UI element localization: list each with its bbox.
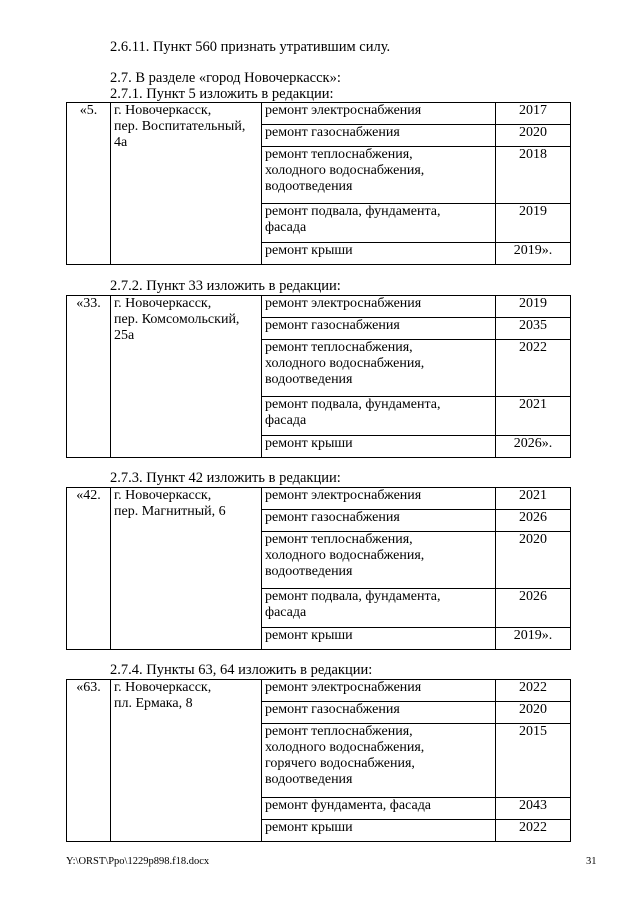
page-number: 31 <box>586 856 597 867</box>
work-year: 2020 <box>496 125 571 147</box>
work-type: ремонт теплоснабжения, холодного водоснабжения, горячего водоснабжения, водоотведения <box>262 724 496 798</box>
work-type: ремонт газоснабжения <box>262 510 496 532</box>
work-type: ремонт теплоснабжения, холодного водоснабжения, водоотведения <box>262 340 496 397</box>
work-type: ремонт крыши <box>262 243 496 265</box>
work-year: 2021 <box>496 488 571 510</box>
item-number: «33. <box>67 296 111 458</box>
work-type: ремонт фундамента, фасада <box>262 798 496 820</box>
repair-table-42 <box>66 487 571 650</box>
paragraph-2-7-3: 2.7.3. Пункт 42 изложить в редакции: <box>110 470 341 486</box>
item-number: «5. <box>67 103 111 265</box>
work-year: 2022 <box>496 820 571 842</box>
work-type: ремонт газоснабжения <box>262 702 496 724</box>
work-year: 2035 <box>496 318 571 340</box>
repair-table-63 <box>66 679 571 842</box>
work-year: 2026 <box>496 589 571 628</box>
repair-table-33 <box>66 295 571 458</box>
work-year: 2026 <box>496 510 571 532</box>
work-type: ремонт крыши <box>262 436 496 458</box>
item-number: «42. <box>67 488 111 650</box>
work-year: 2018 <box>496 147 571 204</box>
work-year: 2015 <box>496 724 571 798</box>
footer-file-path: Y:\ORST\Ppo\1229p898.f18.docx <box>66 856 210 867</box>
work-year: 2019 <box>496 204 571 243</box>
work-year: 2020 <box>496 532 571 589</box>
work-year: 2026». <box>496 436 571 458</box>
work-year: 2019». <box>496 628 571 650</box>
work-year: 2020 <box>496 702 571 724</box>
work-year: 2021 <box>496 397 571 436</box>
paragraph-2-7-1: 2.7.1. Пункт 5 изложить в редакции: <box>110 86 334 102</box>
paragraph-2-6-11: 2.6.11. Пункт 560 признать утратившим силу. <box>110 39 391 55</box>
work-year: 2019 <box>496 296 571 318</box>
work-year: 2022 <box>496 340 571 397</box>
work-type: ремонт подвала, фундамента, фасада <box>262 397 496 436</box>
paragraph-2-7-4: 2.7.4. Пункты 63, 64 изложить в редакции: <box>110 662 373 678</box>
work-type: ремонт теплоснабжения, холодного водоснабжения, водоотведения <box>262 147 496 204</box>
work-year: 2017 <box>496 103 571 125</box>
item-address: г. Новочеркасск, пер. Воспитательный, 4а <box>111 103 262 265</box>
paragraph-2-7-2: 2.7.2. Пункт 33 изложить в редакции: <box>110 278 341 294</box>
work-type: ремонт электроснабжения <box>262 296 496 318</box>
work-type: ремонт подвала, фундамента, фасада <box>262 204 496 243</box>
work-type: ремонт электроснабжения <box>262 680 496 702</box>
work-type: ремонт газоснабжения <box>262 125 496 147</box>
item-address: г. Новочеркасск, пер. Магнитный, 6 <box>111 488 262 650</box>
work-year: 2022 <box>496 680 571 702</box>
work-year: 2019». <box>496 243 571 265</box>
item-number: «63. <box>67 680 111 842</box>
repair-table-5 <box>66 102 571 265</box>
item-address: г. Новочеркасск, пер. Комсомольский, 25а <box>111 296 262 458</box>
work-type: ремонт теплоснабжения, холодного водоснабжения, водоотведения <box>262 532 496 589</box>
work-type: ремонт газоснабжения <box>262 318 496 340</box>
paragraph-2-7: 2.7. В разделе «город Новочеркасск»: <box>110 70 341 86</box>
work-year: 2043 <box>496 798 571 820</box>
item-address: г. Новочеркасск, пл. Ермака, 8 <box>111 680 262 842</box>
work-type: ремонт подвала, фундамента, фасада <box>262 589 496 628</box>
work-type: ремонт электроснабжения <box>262 488 496 510</box>
work-type: ремонт крыши <box>262 628 496 650</box>
work-type: ремонт электроснабжения <box>262 103 496 125</box>
work-type: ремонт крыши <box>262 820 496 842</box>
